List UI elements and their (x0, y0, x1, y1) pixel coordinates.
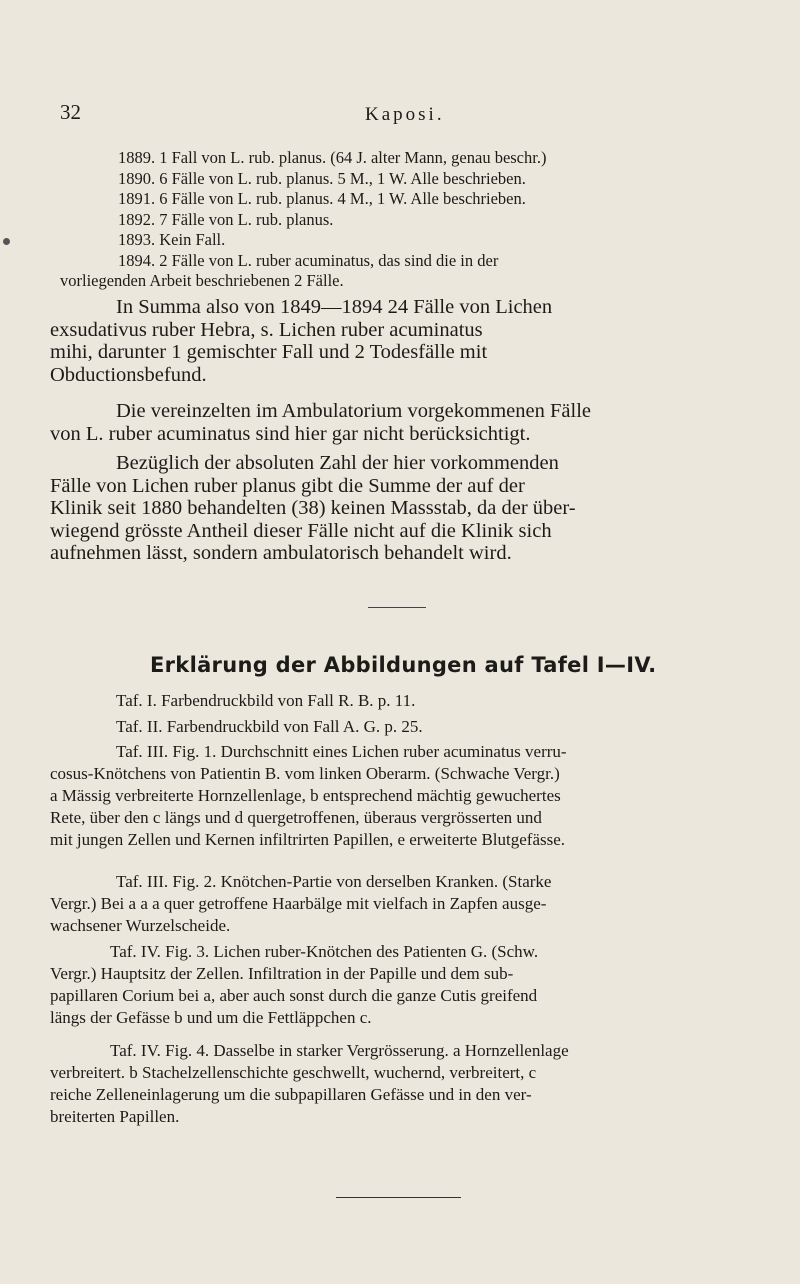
stat-row-1894-continued: vorliegenden Arbeit beschriebenen 2 Fälle. (60, 271, 344, 290)
text-line: exsudativus ruber Hebra, s. Lichen ruber acuminatus (50, 318, 483, 341)
text-line: Taf. IV. Fig. 3. Lichen ruber-Knötchen des Patienten G. (Schw. (110, 942, 539, 961)
text-line: wachsener Wurzelscheide. (50, 916, 231, 935)
text-line: Taf. I. Farbendruckbild von Fall R. B. p. 11. (116, 691, 416, 710)
stat-row-1889: 1889. 1 Fall von L. rub. planus. (64 J. alter Mann, genau beschr.) (118, 148, 547, 167)
text-line: Vergr.) Hauptsitz der Zellen. Infiltration in der Papille und dem sub- (50, 964, 514, 983)
stat-row-1894: 1894. 2 Fälle von L. ruber acuminatus, das sind die in der (118, 250, 499, 270)
text-line: Obductionsbefund. (50, 363, 207, 386)
text-line: reiche Zelleneinlagerung um die subpapillaren Gefässe und in den ver- (50, 1085, 532, 1104)
text-line: Taf. II. Farbendruckbild von Fall A. G. p. 25. (116, 717, 423, 736)
text-line: Fälle von Lichen ruber planus gibt die Summe der auf der (50, 474, 525, 497)
text-line: verbreitert. b Stachelzellenschichte geschwellt, wuchernd, verbreitert, c (50, 1063, 537, 1082)
plate-1-entry (50, 690, 750, 712)
text-line: cosus-Knötchens von Patientin B. vom linken Oberarm. (Schwache Vergr.) (50, 764, 560, 783)
text-line: Taf. III. Fig. 2. Knötchen-Partie von derselben Kranken. (Starke (116, 872, 552, 891)
text-line: a Mässig verbreiterte Hornzellenlage, b entsprechend mächtig gewuchertes (50, 786, 561, 805)
margin-speck (3, 238, 10, 245)
planus-count-paragraph (50, 452, 750, 565)
text-line: papillaren Corium bei a, aber auch sonst durch die ganze Cutis greifend (50, 986, 538, 1005)
text-line: Klinik seit 1880 behandelten (38) keinen Massstab, da der über- (50, 497, 576, 519)
text-line: Taf. IV. Fig. 4. Dasselbe in starker Vergrösserung. a Hornzellenlage (110, 1041, 569, 1060)
running-title: Kaposi. (365, 104, 445, 125)
page-header (60, 100, 740, 130)
plates-explanation-heading: Erklärung der Abbildungen auf Tafel I—IV. (150, 653, 657, 677)
summary-paragraph (50, 296, 750, 386)
text-line: längs der Gefässe b und um die Fettläppchen c. (50, 1008, 372, 1027)
stat-row-1893: 1893. Kein Fall. (118, 230, 226, 249)
text-line: von L. ruber acuminatus sind hier gar nicht berücksichtigt. (50, 422, 531, 445)
text-line: mihi, darunter 1 gemischter Fall und 2 Todesfälle mit (50, 341, 488, 363)
stat-row-1890: 1890. 6 Fälle von L. rub. planus. 5 M., 1 W. Alle beschrieben. (118, 168, 526, 188)
stat-row-1891: 1891. 6 Fälle von L. rub. planus. 4 M., 1 W. Alle beschrieben. (118, 189, 526, 208)
text-line: breiterten Papillen. (50, 1107, 180, 1126)
section-divider (368, 607, 426, 608)
page-number: 32 (60, 100, 81, 124)
text-line: In Summa also von 1849—1894 24 Fälle von Lichen (116, 296, 553, 318)
ambulatorium-paragraph (50, 400, 750, 445)
text-line: Bezüglich der absoluten Zahl der hier vorkommenden (116, 452, 559, 474)
plate-4-fig-4-entry (50, 1040, 750, 1128)
plate-3-fig-1-entry (50, 741, 750, 851)
text-line: Taf. III. Fig. 1. Durchschnitt eines Lichen ruber acuminatus verru- (116, 742, 567, 761)
stat-row-1892: 1892. 7 Fälle von L. rub. planus. (118, 209, 334, 229)
text-line: aufnehmen lässt, sondern ambulatorisch behandelt wird. (50, 542, 512, 564)
plate-4-fig-3-entry (50, 941, 750, 1029)
case-statistics-list (60, 148, 754, 292)
text-line: Die vereinzelten im Ambulatorium vorgekommenen Fälle (116, 400, 591, 422)
plate-2-entry (50, 716, 750, 738)
text-line: wiegend grösste Antheil dieser Fälle nicht auf die Klinik sich (50, 519, 552, 542)
end-divider (336, 1197, 461, 1198)
text-line: Rete, über den c längs und d quergetroffenen, überaus vergrösserten und (50, 808, 542, 827)
plate-3-fig-2-entry (50, 871, 750, 937)
text-line: Vergr.) Bei a a a quer getroffene Haarbälge mit vielfach in Zapfen ausge- (50, 894, 547, 913)
text-line: mit jungen Zellen und Kernen infiltrirten Papillen, e erweiterte Blutgefässe. (50, 830, 566, 849)
